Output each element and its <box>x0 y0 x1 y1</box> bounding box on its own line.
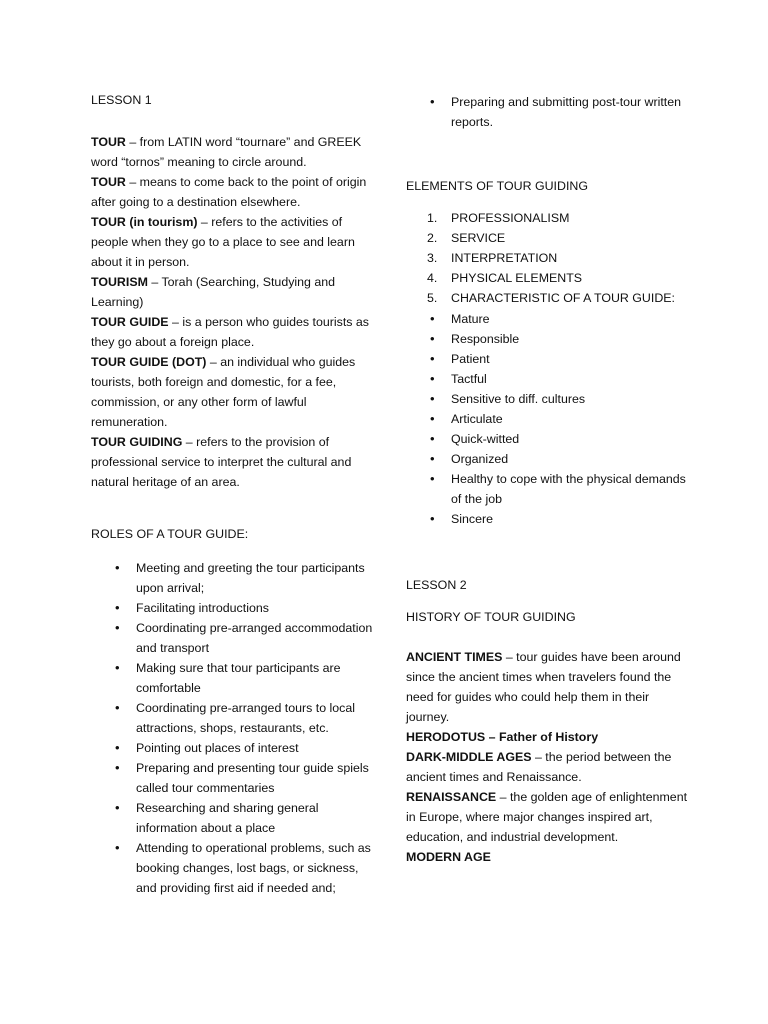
definition-tour-origin: TOUR – from LATIN word “tournare” and GREEK word “tornos” meaning to circle around. <box>91 135 362 169</box>
lesson-2-title: LESSON 2 <box>406 578 467 592</box>
roles-list-continued <box>406 92 692 132</box>
list-item: • Pointing out places of interest <box>91 738 373 758</box>
history-block <box>406 647 692 867</box>
left-column <box>91 90 373 898</box>
history-heading: HISTORY OF TOUR GUIDING <box>406 610 576 624</box>
list-item: • Preparing and presenting tour guide spiels called tour commentaries <box>91 758 373 798</box>
list-item: 2. SERVICE <box>427 231 506 245</box>
list-item: • Sincere <box>406 509 692 529</box>
history-dark-middle-ages: DARK-MIDDLE AGES – the period between the ancient times and Renaissance. <box>406 750 672 784</box>
list-item: • Preparing and submitting post-tour written reports. <box>406 92 692 132</box>
list-item: • Articulate <box>406 409 692 429</box>
history-modern-age: MODERN AGE <box>406 850 491 864</box>
list-item: • Researching and sharing general information about a place <box>91 798 373 838</box>
list-item: • Responsible <box>406 329 692 349</box>
roles-list <box>91 558 373 898</box>
list-item: • Attending to operational problems, such as booking changes, lost bags, or sickness, and providing first aid if needed and; <box>91 838 373 898</box>
list-item: • Organized <box>406 449 692 469</box>
list-item: • Sensitive to diff. cultures <box>406 389 692 409</box>
list-item: • Healthy to cope with the physical demands of the job <box>406 469 692 509</box>
list-item: • Mature <box>406 309 692 329</box>
list-item: • Tactful <box>406 369 692 389</box>
definitions-block <box>91 132 373 492</box>
list-item: 3. INTERPRETATION <box>427 251 558 265</box>
definition-tour-guide: TOUR GUIDE – is a person who guides tourists as they go about a foreign place. <box>91 315 369 349</box>
list-item: • Coordinating pre-arranged accommodation and transport <box>91 618 373 658</box>
history-ancient-times: ANCIENT TIMES – tour guides have been around since the ancient times when travelers found the need for guides who could help them in their journey. <box>406 650 681 724</box>
elements-heading: ELEMENTS OF TOUR GUIDING <box>406 179 588 193</box>
history-renaissance: RENAISSANCE – the golden age of enlightenment in Europe, where major changes inspired art, education, and industrial development. <box>406 790 688 844</box>
definition-tour-guiding: TOUR GUIDING – refers to the provision of professional service to interpret the cultural and natural heritage of an area. <box>91 435 352 489</box>
definition-tour-return: TOUR – means to come back to the point of origin after going to a destination elsewhere. <box>91 175 367 209</box>
history-herodotus: HERODOTUS – Father of History <box>406 730 599 744</box>
list-item: • Meeting and greeting the tour participants upon arrival; <box>91 558 373 598</box>
list-item: 1. PROFESSIONALISM <box>427 211 570 225</box>
list-item: 4. PHYSICAL ELEMENTS <box>427 271 583 285</box>
list-item: • Patient <box>406 349 692 369</box>
definition-tourism: TOURISM – Torah (Searching, Studying and Learning) <box>91 275 336 309</box>
right-column <box>406 92 692 867</box>
definition-tour-in-tourism: TOUR (in tourism) – refers to the activities of people when they go to a place to see and learn about it in person. <box>91 215 355 269</box>
list-item: 5. CHARACTERISTIC OF A TOUR GUIDE: <box>427 291 675 305</box>
list-item: • Facilitating introductions <box>91 598 373 618</box>
list-item: • Coordinating pre-arranged tours to local attractions, shops, restaurants, etc. <box>91 698 373 738</box>
list-item: • Making sure that tour participants are comfortable <box>91 658 373 698</box>
roles-heading: ROLES OF A TOUR GUIDE: <box>91 527 249 541</box>
list-item: • Quick-witted <box>406 429 692 449</box>
elements-list <box>406 208 692 308</box>
definition-tour-guide-dot: TOUR GUIDE (DOT) – an individual who guides tourists, both foreign and domestic, for a fee, commission, or any other form of lawful remuneration. <box>91 355 356 429</box>
lesson-1-title: LESSON 1 <box>91 93 152 107</box>
characteristics-list <box>406 309 692 529</box>
